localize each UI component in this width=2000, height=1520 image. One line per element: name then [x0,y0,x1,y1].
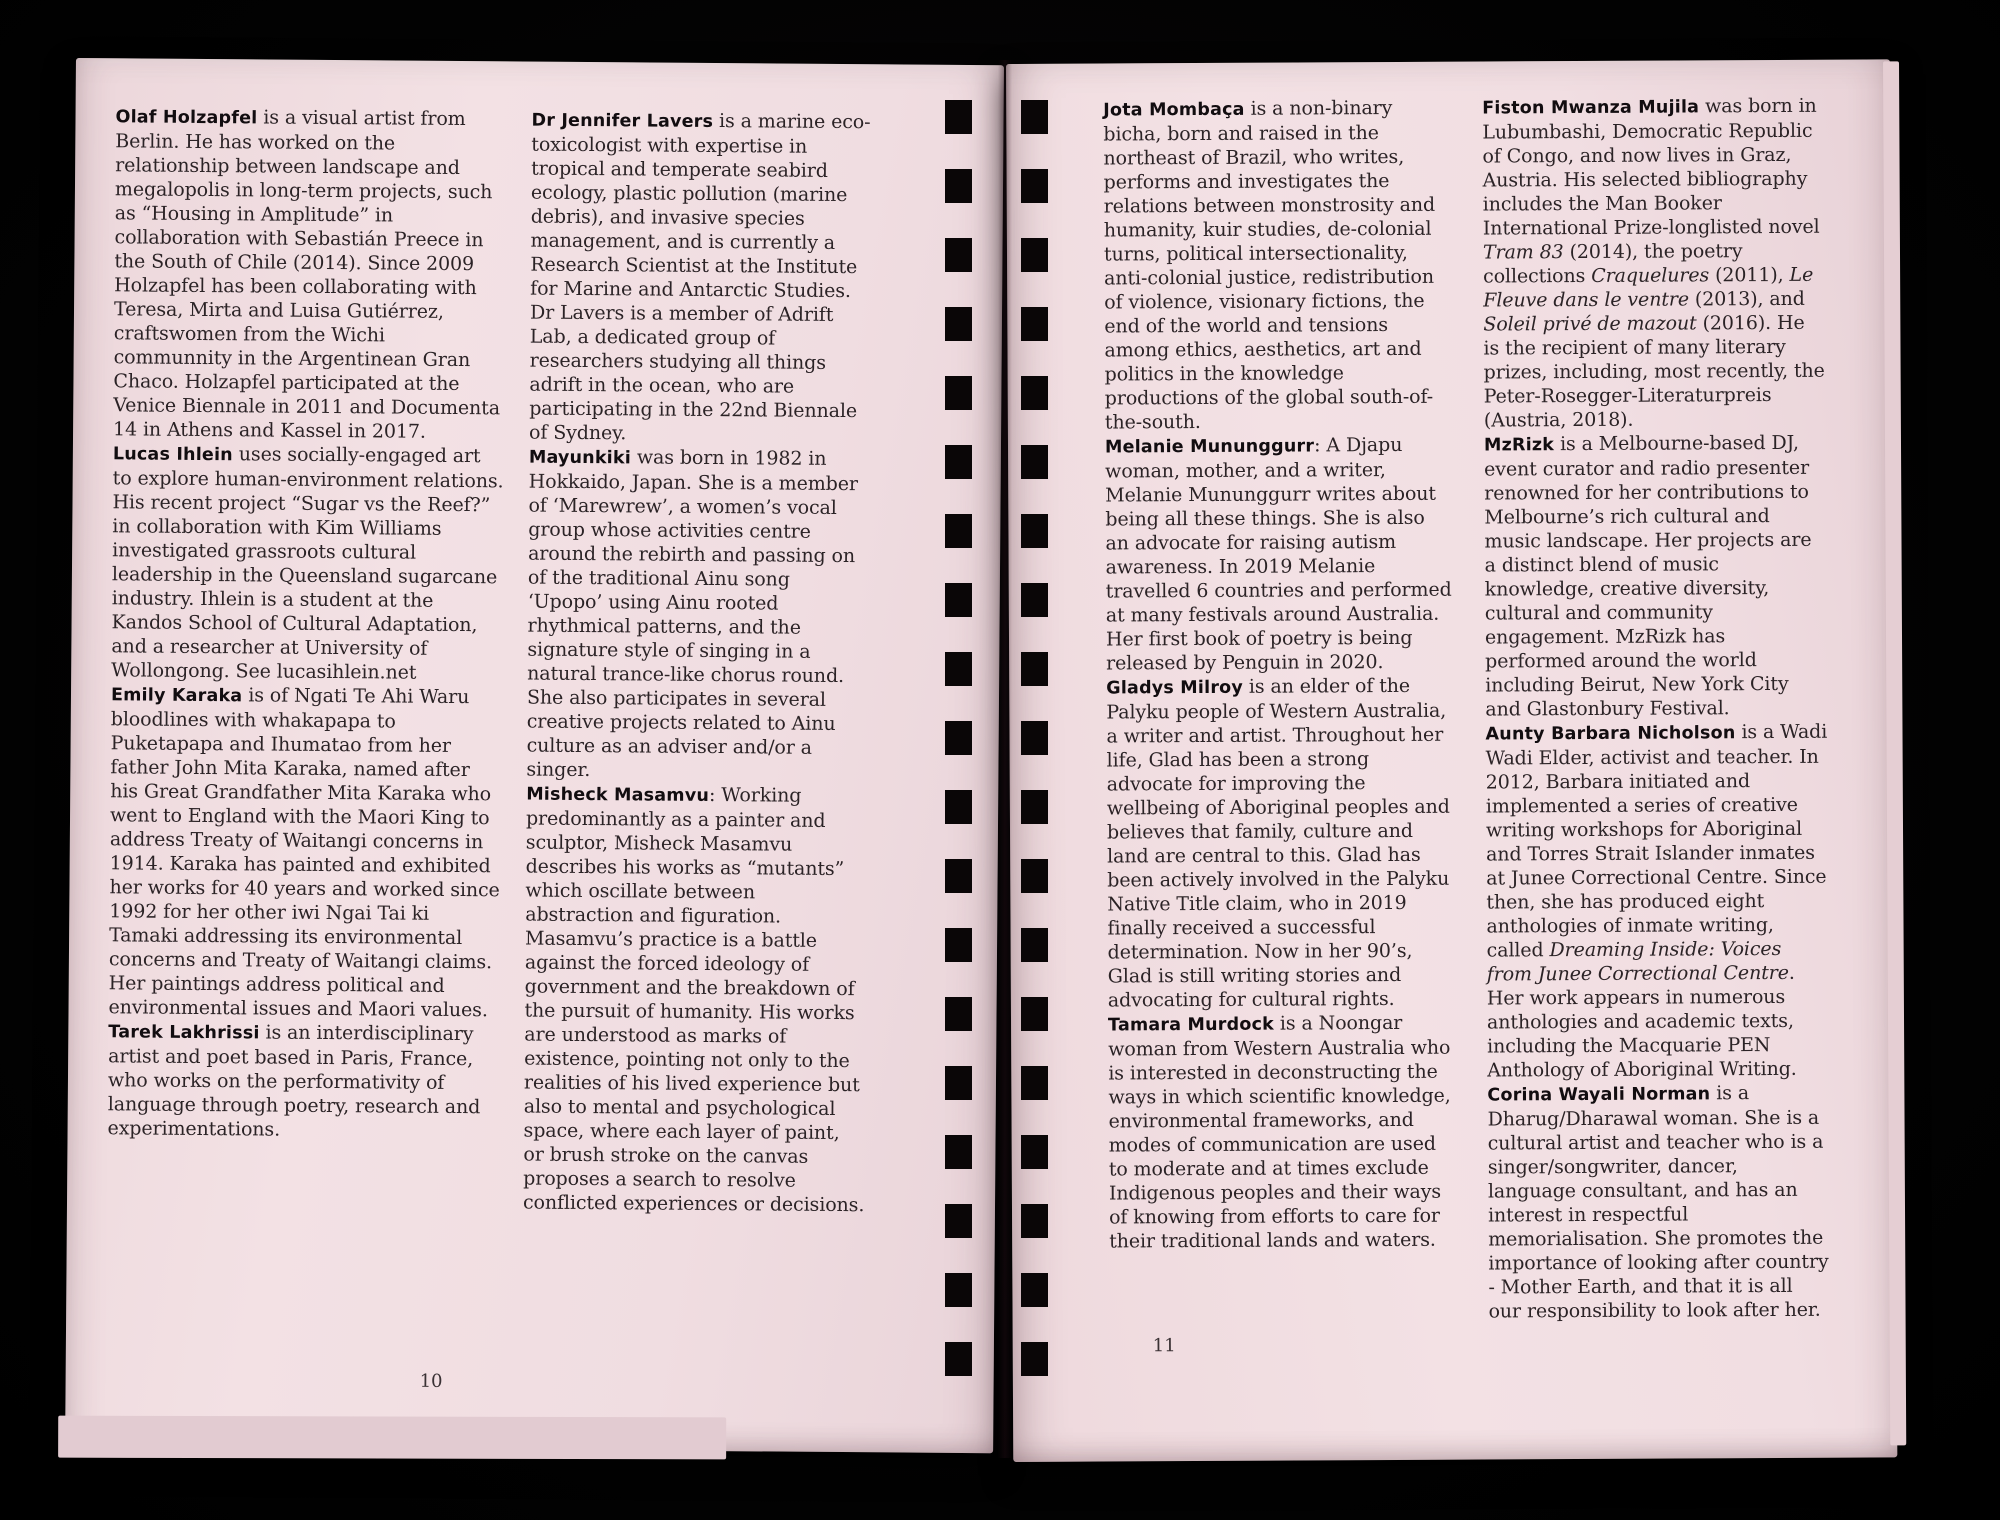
bio-text: is a Melbourne-based DJ, event curator and radio presenter renowned for her contributions to Melbourne’s rich cultural and music landscape. Her projects are a distinct blend of music knowledge, creative diversity, cultural and community engagement. MzRizk has performed around the world including Beirut, New York City and Glastonbury Festival. [1484,431,1812,721]
bio-paragraph [1482,94,1826,433]
bio-person-name: Tamara Murdock [1107,1014,1275,1036]
bio-column-left-2 [523,108,874,1218]
bio-person-name: Lucas Ihlein [112,444,233,466]
bio-person-name: Corina Wayali Norman [1487,1084,1711,1106]
bio-person-name: MzRizk [1483,435,1555,456]
bio-text: is an interdisciplinary artist and poet based in Paris, France, who works on the performativity of language through poetry, research and experimentations. [107,1021,481,1141]
bio-paragraph [1484,431,1828,722]
bio-person-name: Emily Karaka [110,685,243,707]
bio-paragraph [111,441,505,685]
bio-person-name: Aunty Barbara Nicholson [1485,723,1736,745]
bio-text: : Working predominantly as a painter and sculptor, Misheck Masamvu describes his works as “mutants” which oscillate between abstraction and figuration. Masamvu’s practice is a battle against the forced ideology of government and the breakdown of the pursuit of humanity. His works are understood as marks of existence, pointing not only to the realities of his lived experience but also to mental and psychological space, where each layer of paint, or brush stroke on the canvas proposes a search to resolve conflicted experiences or decisions. [522,783,865,1217]
bio-work-title: Tram 83 [1482,241,1564,264]
bio-paragraph [1487,1081,1830,1324]
spine-fold [998,60,1012,1458]
bio-work-title: Craquelures [1591,264,1710,287]
bio-paragraph [1103,96,1451,435]
bio-text: uses socially-engaged art to explore human-environment relations. His recent project “Sugar vs the Reef?” in collaboration with Kim Williams investigated grassroots cultural leadership in the Queensland sugarcane industry. Ihlein is a student at the Kandos School of Cultural Adaptation, and a researcher at University of Wollongong. See lucasihlein.net [111,443,504,684]
bio-text: (2013), and [1688,287,1805,311]
bio-text: is a Dharug/Dharawal woman. She is a cultural artist and teacher who is a singer/songwriter, dancer, language consultant, and has an interest in respectful memorialisation. She promotes the importance of looking after country - Mother Earth, and that it is all our responsibility to look after her. [1487,1082,1829,1323]
bio-person-name: Misheck Masamvu [526,784,710,806]
bio-paragraph [1485,720,1829,1083]
page-right [1006,59,1897,1462]
bio-text: . Her work appears in numerous anthologies and academic texts, including the Macquarie PEN Anthology of Aboriginal Writing. [1486,961,1797,1082]
bio-person-name: Dr Jennifer Lavers [531,110,714,133]
bio-work-title: Le Fleuve dans le ventre [1483,263,1814,312]
page-left [65,58,1004,1453]
bio-paragraph [108,682,503,1022]
bio-text: is an elder of the Palyku people of Western Australia, a writer and artist. Throughout her life, Glad has been a strong advocate for improving the wellbeing of Aboriginal peoples and believes that family, culture and land are central to this. Glad has been actively involved in the Palyku Native Title claim, who in 2019 finally received a successful determination. Now in her 90’s, Glad is still writing stories and advocating for cultural rights. [1106,674,1450,1012]
bio-text: : A Djapu woman, mother, and a writer, Melanie Mununggurr writes about being all these things. She is also an advocate for raising autism awareness. In 2019 Melanie travelled 6 countries and performed at many festivals around Australia. Her first book of poetry is being released by Penguin in 2020. [1105,433,1452,675]
binding-holes-left-column [945,100,972,1376]
bio-text: is a Wadi Wadi Elder, activist and teacher. In 2012, Barbara initiated and implemented a series of creative writing workshops for Aboriginal and Torres Strait Islander inmates at Junee Correctional Centre. Since then, she has produced eight anthologies of inmate writing, called [1485,720,1828,962]
bio-work-title: Dreaming Inside: Voices from Junee Correctional Centre [1486,937,1789,986]
bio-person-name: Jota Mombaça [1103,99,1245,121]
bio-person-name: Melanie Mununggurr [1104,436,1315,458]
bio-paragraph [1106,674,1454,1013]
bio-person-name: Mayunkiki [528,447,632,469]
bio-paragraph [523,782,868,1218]
bio-person-name: Gladys Milroy [1106,677,1244,699]
binding-holes-right-column [1021,100,1048,1376]
bio-paragraph [529,108,874,448]
bio-paragraph [113,104,508,444]
bio-column-right-1 [1103,96,1455,1254]
page-number-right: 11 [1152,1335,1176,1357]
bio-text: is a Noongar woman from Western Australia who is interested in deconstructing the ways in which scientific knowledge, environmental frameworks, and modes of communication are used to moderate and at times exclude Indigenous peoples and their ways of knowing from efforts to care for their traditional lands and waters. [1108,1011,1451,1253]
bio-text: is of Ngati Te Ahi Waru bloodlines with whakapapa to Puketapapa and Ihumatao from her father John Mita Karaka, named after his Great Grandfather Mita Karaka who went to England with the Maori King to address Treaty of Waitangi concerns in 1914. Karaka has painted and exhibited her works for 40 years and worked since 1992 for her other iwi Ngai Tai ki Tamaki addressing its environmental concerns and Treaty of Waitangi claims. Her paintings address political and environmental issues and Maori values. [108,684,500,1022]
bio-text: was born in 1982 in Hokkaido, Japan. She is a member of ‘Marewrew’, a women’s vocal group whose activities centre around the rebirth and passing on of the traditional Ainu song ‘Upopo’ using Ainu rooted rhythmical patterns, and the signature style of singing in a natural trance-like chorus round. She also participates in several creative projects related to Ainu culture as an adviser and/or a singer. [526,446,858,782]
bio-person-name: Tarek Lakhrissi [108,1022,260,1044]
bio-text: (2016). He is the recipient of many literary prizes, including, most recently, the Peter-Rosegger-Literaturpreis (Austria, 2018). [1483,311,1825,432]
bio-person-name: Fiston Mwanza Mujila [1482,97,1700,119]
bio-person-name: Olaf Holzapfel [115,107,258,129]
bio-text: is a non-binary bicha, born and raised in the northeast of Brazil, who writes, performs and investigates the relations between monstrosity and humanity, kuir studies, de-colonial turns, political intersectionality, anti-colonial justice, redistribution of violence, visionary fictions, the end of the world and tensions among ethics, aesthetics, art and politics in the knowledge productions of the global south-of-the-south. [1103,96,1436,434]
bio-paragraph [108,1019,501,1143]
bio-column-left-1 [108,104,508,1143]
bio-text: (2014), the poetry collections [1483,240,1743,288]
bio-text: (2011), [1709,263,1790,287]
bio-column-right-2 [1482,94,1830,1324]
bio-text: is a visual artist from Berlin. He has worked on the relationship between landscape and megalopolis in long-term projects, such as “Housing in Amplitude” in collaboration with Sebastián Preece in the South of Chile (2014). Since 2009 Holzapfel has been collaborating with Teresa, Mirta and Luisa Gutiérrez, craftswomen from the Wichi communnity in the Argentinean Gran Chaco. Holzapfel participated at the Venice Biennale in 2011 and Documenta 14 in Athens and Kassel in 2017. [112,106,501,443]
page-number-left: 10 [419,1370,443,1392]
bio-paragraph [526,445,871,785]
bio-text: was born in Lubumbashi, Democratic Republic of Congo, and now lives in Graz, Austria. His selected bibliography includes the Man Booker International Prize-longlisted novel [1482,94,1820,240]
bio-work-title: Soleil privé de mazout [1483,312,1697,336]
bio-text: is a marine eco-toxicologist with expertise in tropical and temperate seabird ecology, plastic pollution (marine debris), and invasive species management, and is currently a Research Scientist at the Institute for Marine and Antarctic Studies. Dr Lavers is a member of Adrift Lab, a dedicated group of researchers studying all things adrift in the ocean, who are participating in the 22nd Biennale of Sydney. [528,110,871,445]
bio-paragraph [1108,1011,1455,1254]
bio-paragraph [1105,433,1452,676]
